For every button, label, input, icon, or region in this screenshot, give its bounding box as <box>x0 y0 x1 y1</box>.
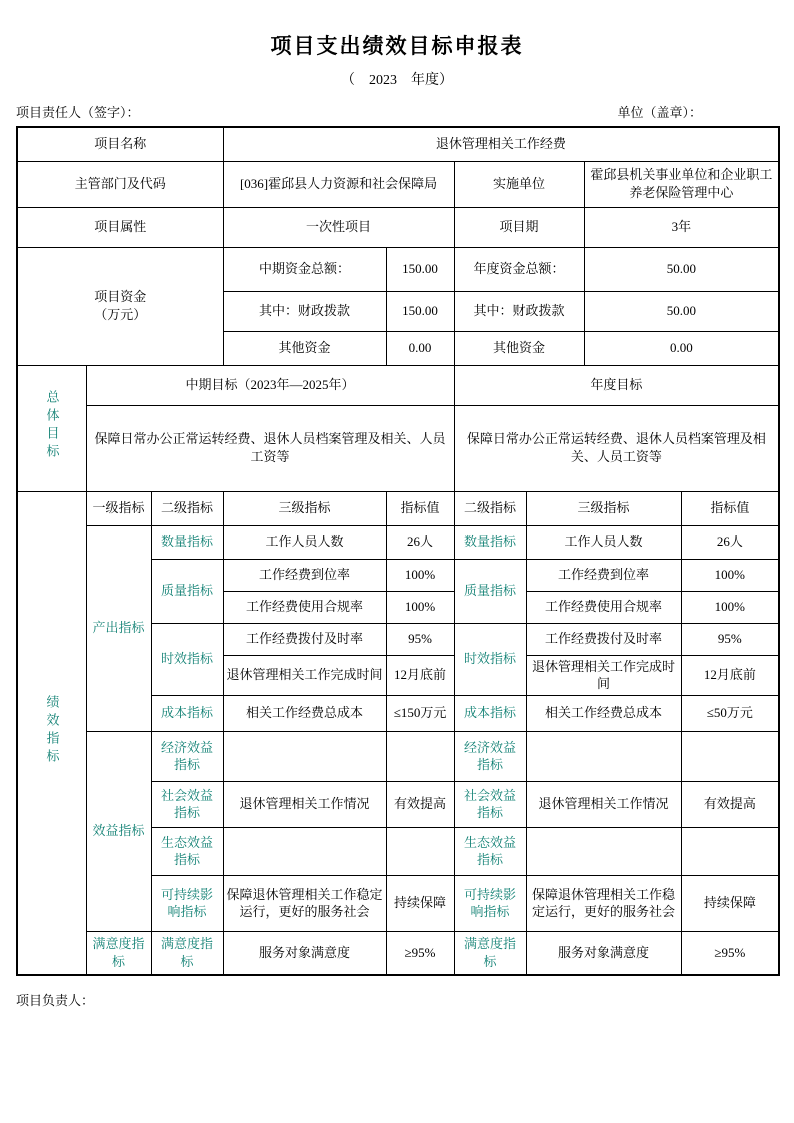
row-overall-content <box>17 405 779 491</box>
year-fiscal-label-cell: 其中：财政拨款 <box>454 291 584 331</box>
row-economic-benefit <box>17 731 779 781</box>
sustainable-value-left: 持续保障 <box>386 875 454 931</box>
quality2-value-right: 100% <box>681 591 779 623</box>
satisfaction-l2-right: 满意度指标 <box>454 931 526 975</box>
year-open-paren: （ <box>341 73 355 88</box>
quantity-value-left: 26人 <box>386 525 454 559</box>
satisfaction-l3-right: 服务对象满意度 <box>526 931 681 975</box>
satisfaction-l2-left: 满意度指标 <box>151 931 223 975</box>
cost-value-right: ≤50万元 <box>681 695 779 731</box>
social-value-left: 有效提高 <box>386 781 454 827</box>
mid-fiscal-value-cell: 150.00 <box>386 291 454 331</box>
department-label-cell: 主管部门及代码 <box>17 161 223 207</box>
year-fiscal-value-cell: 50.00 <box>584 291 779 331</box>
quality2-l3-right: 工作经费使用合规率 <box>526 591 681 623</box>
sustainable-l3-right: 保障退休管理相关工作稳定运行，更好的服务社会 <box>526 875 681 931</box>
timeliness2-l3-right: 退休管理相关工作完成时间 <box>526 655 681 695</box>
project-name-label-cell: 项目名称 <box>17 127 223 161</box>
quality-l2-right: 质量指标 <box>454 559 526 623</box>
project-funds-label-cell <box>17 247 223 365</box>
row-attribute <box>17 207 779 247</box>
quantity-l2-right: 数量指标 <box>454 525 526 559</box>
project-funds-label-line1: 项目资金 <box>94 289 147 305</box>
timeliness1-value-left: 95% <box>386 623 454 655</box>
performance-target-table <box>16 126 780 976</box>
performance-section-cell <box>17 491 86 975</box>
project-leader-label: 项目负责人： <box>16 993 95 1009</box>
meta-row <box>16 102 778 121</box>
mid-fiscal-label-cell: 其中：财政拨款 <box>223 291 386 331</box>
economic-l2-right: 经济效益指标 <box>454 731 526 781</box>
responsible-signature-label: 项目责任人（签字）： <box>16 105 140 120</box>
overall-goal-section-cell <box>17 365 86 491</box>
form-title: 项目支出绩效目标申报表 <box>270 35 524 58</box>
department-value-cell: [036]霍邱县人力资源和社会保障局 <box>223 161 454 207</box>
row-project-name <box>17 127 779 161</box>
quality1-value-left: 100% <box>386 559 454 591</box>
benefit-indicator-cell: 效益指标 <box>86 731 151 931</box>
row-quantity <box>17 525 779 559</box>
quality2-value-left: 100% <box>386 591 454 623</box>
year-total-label-cell: 年度资金总额： <box>454 247 584 291</box>
cost-l2-left: 成本指标 <box>151 695 223 731</box>
economic-l3-left <box>223 731 386 781</box>
mid-other-value-cell: 0.00 <box>386 331 454 365</box>
row-satisfaction <box>17 931 779 975</box>
cost-value-left: ≤150万元 <box>386 695 454 731</box>
timeliness2-value-right: 12月底前 <box>681 655 779 695</box>
year-close-label: 年度） <box>411 73 453 88</box>
timeliness1-value-right: 95% <box>681 623 779 655</box>
mid-goal-header-cell: 中期目标（2023年—2025年） <box>86 365 454 405</box>
cost-l3-left: 相关工作经费总成本 <box>223 695 386 731</box>
timeliness1-l3-left: 工作经费拨付及时率 <box>223 623 386 655</box>
cost-l2-right: 成本指标 <box>454 695 526 731</box>
year-goal-text-cell: 保障日常办公正常运转经费、退休人员档案管理及相关、人员工资等 <box>454 405 779 491</box>
social-value-right: 有效提高 <box>681 781 779 827</box>
sustainable-l2-right: 可持续影响指标 <box>454 875 526 931</box>
social-l2-left: 社会效益指标 <box>151 781 223 827</box>
ecological-l3-left <box>223 827 386 875</box>
row-perf-header <box>17 491 779 525</box>
sustainable-l3-left: 保障退休管理相关工作稳定运行，更好的服务社会 <box>223 875 386 931</box>
mid-other-label-cell: 其他资金 <box>223 331 386 365</box>
year-other-value-cell: 0.00 <box>584 331 779 365</box>
timeliness2-value-left: 12月底前 <box>386 655 454 695</box>
quantity-l2-left: 数量指标 <box>151 525 223 559</box>
ecological-l2-left: 生态效益指标 <box>151 827 223 875</box>
satisfaction-l3-left: 服务对象满意度 <box>223 931 386 975</box>
ecological-l2-right: 生态效益指标 <box>454 827 526 875</box>
project-period-label-cell: 项目期 <box>454 207 584 247</box>
overall-goal-section-label: 总体目标 <box>44 389 60 462</box>
project-attribute-label-cell: 项目属性 <box>17 207 223 247</box>
quality1-l3-left: 工作经费到位率 <box>223 559 386 591</box>
mid-goal-text-cell: 保障日常办公正常运转经费、退休人员档案管理及相关、人员工资等 <box>86 405 454 491</box>
economic-l2-left: 经济效益指标 <box>151 731 223 781</box>
form-year-subtitle <box>16 69 778 89</box>
timeliness-l2-right: 时效指标 <box>454 623 526 695</box>
ecological-value-right <box>681 827 779 875</box>
timeliness1-l3-right: 工作经费拨付及时率 <box>526 623 681 655</box>
ecological-value-left <box>386 827 454 875</box>
social-l3-left: 退休管理相关工作情况 <box>223 781 386 827</box>
year-other-label-cell: 其他资金 <box>454 331 584 365</box>
quality2-l3-left: 工作经费使用合规率 <box>223 591 386 623</box>
social-l3-right: 退休管理相关工作情况 <box>526 781 681 827</box>
perf-header-level3-left: 三级指标 <box>223 491 386 525</box>
economic-l3-right <box>526 731 681 781</box>
timeliness2-l3-left: 退休管理相关工作完成时间 <box>223 655 386 695</box>
satisfaction-indicator-cell: 满意度指标 <box>86 931 151 975</box>
sustainable-l2-left: 可持续影响指标 <box>151 875 223 931</box>
perf-header-value-left: 指标值 <box>386 491 454 525</box>
implement-unit-label-cell: 实施单位 <box>454 161 584 207</box>
mid-total-label-cell: 中期资金总额： <box>223 247 386 291</box>
year-total-value-cell: 50.00 <box>584 247 779 291</box>
performance-section-label: 绩效指标 <box>44 694 60 767</box>
project-period-value-cell: 3年 <box>584 207 779 247</box>
project-name-value-cell: 退休管理相关工作经费 <box>223 127 779 161</box>
unit-seal-label: 单位（盖章）： <box>617 105 702 120</box>
perf-header-value-right: 指标值 <box>681 491 779 525</box>
row-overall-header <box>17 365 779 405</box>
perf-header-level3-right: 三级指标 <box>526 491 681 525</box>
social-l2-right: 社会效益指标 <box>454 781 526 827</box>
quantity-value-right: 26人 <box>681 525 779 559</box>
row-department <box>17 161 779 207</box>
satisfaction-value-right: ≥95% <box>681 931 779 975</box>
quality-l2-left: 质量指标 <box>151 559 223 623</box>
quality1-value-right: 100% <box>681 559 779 591</box>
year-goal-header-cell: 年度目标 <box>454 365 779 405</box>
economic-value-left <box>386 731 454 781</box>
row-funds-total <box>17 247 779 291</box>
sustainable-value-right: 持续保障 <box>681 875 779 931</box>
year-value: 2023 <box>369 73 397 88</box>
perf-header-level1: 一级指标 <box>86 491 151 525</box>
cost-l3-right: 相关工作经费总成本 <box>526 695 681 731</box>
satisfaction-value-left: ≥95% <box>386 931 454 975</box>
implement-unit-value-cell: 霍邱县机关事业单位和企业职工养老保险管理中心 <box>584 161 779 207</box>
project-funds-label-line2: （万元） <box>94 307 147 322</box>
quality1-l3-right: 工作经费到位率 <box>526 559 681 591</box>
quantity-l3-right: 工作人员人数 <box>526 525 681 559</box>
output-indicator-cell: 产出指标 <box>86 525 151 731</box>
mid-total-value-cell: 150.00 <box>386 247 454 291</box>
economic-value-right <box>681 731 779 781</box>
perf-header-level2-left: 二级指标 <box>151 491 223 525</box>
perf-header-level2-right: 二级指标 <box>454 491 526 525</box>
timeliness-l2-left: 时效指标 <box>151 623 223 695</box>
ecological-l3-right <box>526 827 681 875</box>
quantity-l3-left: 工作人员人数 <box>223 525 386 559</box>
project-attribute-value-cell: 一次性项目 <box>223 207 454 247</box>
